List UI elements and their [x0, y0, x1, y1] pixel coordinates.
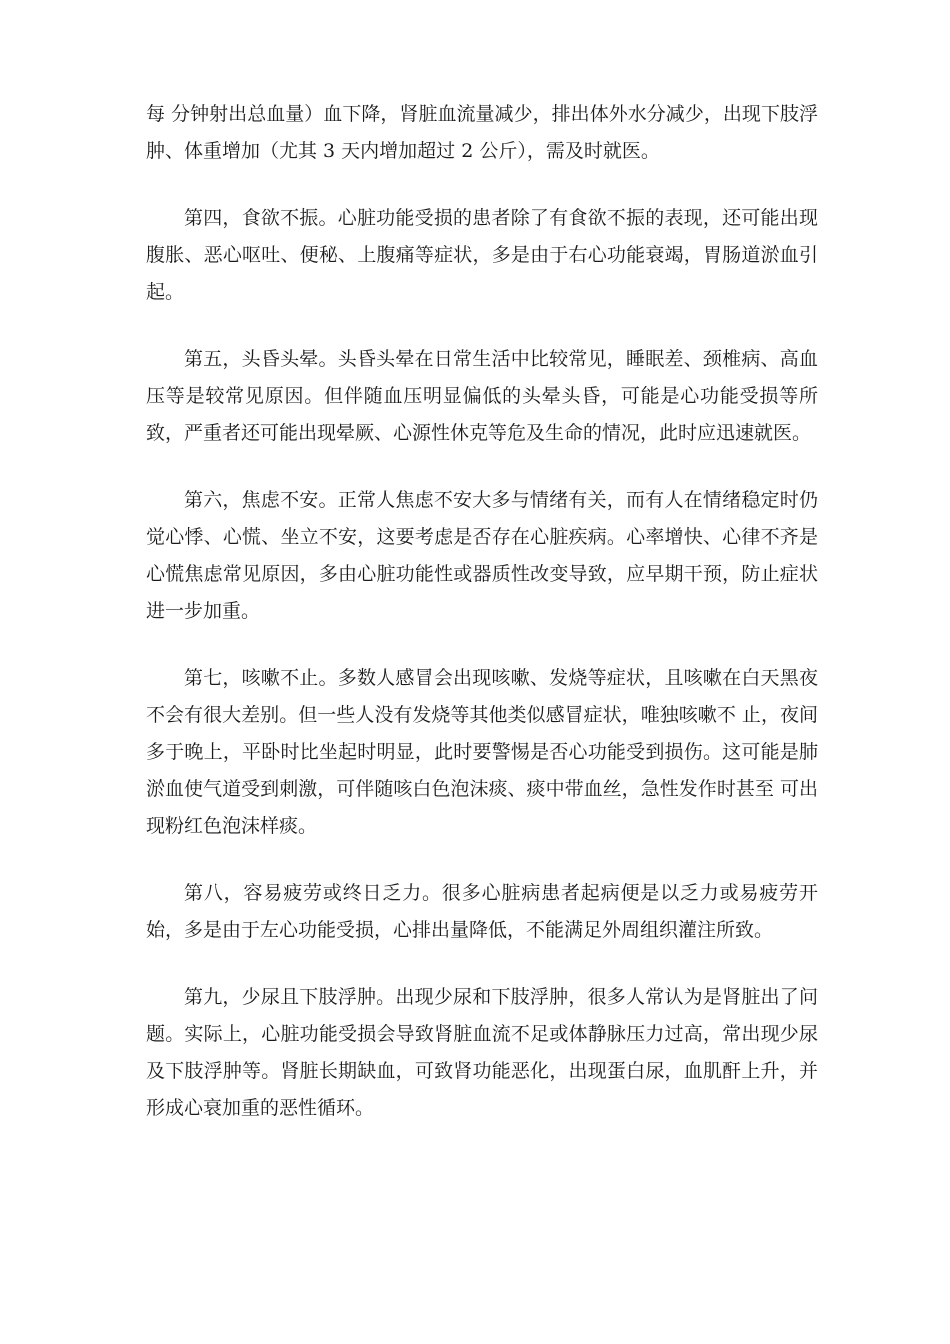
paragraph-eighth-fatigue: 第八，容易疲劳或终日乏力。很多心脏病患者起病便是以乏力或易疲劳开始，多是由于左心功能受损，心排出量降低，不能满足外周组织灌注所致。: [146, 882, 818, 941]
paragraph-seventh-cough: 第七，咳嗽不止。多数人感冒会出现咳嗽、发烧等症状，且咳嗽在白天黑夜不会有很大差别。但一些人没有发烧等其他类似感冒症状，唯独咳嗽不 止，夜间多于晚上，平卧时比坐起时明显，此时要警惕是否心功能受到损伤。这可能是肺淤血使气道受到刺激，可伴随咳白色泡沫痰、痰中带血丝，急性发作时甚至 可出现粉红色泡沫样痰。: [146, 667, 818, 837]
document-body: [146, 96, 818, 1127]
paragraph-fifth-dizziness: 第五，头昏头晕。头昏头晕在日常生活中比较常见，睡眠差、颈椎病、高血压等是较常见原因。但伴随血压明显偏低的头晕头昏，可能是心功能受损等所致，严重者还可能出现晕厥、心源性休克等危及生命的情况，此时应迅速就医。: [146, 348, 818, 444]
paragraph-continuation: 每 分钟射出总血量）血下降，肾脏血流量减少，排出体外水分减少，出现下肢浮肿、体重增加（尤其 3 天内增加超过 2 公斤），需及时就医。: [146, 103, 818, 162]
paragraph-ninth-oliguria: 第九，少尿且下肢浮肿。出现少尿和下肢浮肿，很多人常认为是肾脏出了问题。实际上，心脏功能受损会导致肾脏血流不足或体静脉压力过高，常出现少尿及下肢浮肿等。肾脏长期缺血，可致肾功能恶化，出现蛋白尿，血肌酐上升，并形成心衰加重的恶性循环。: [146, 986, 818, 1119]
paragraph-sixth-anxiety: 第六，焦虑不安。正常人焦虑不安大多与情绪有关，而有人在情绪稳定时仍觉心悸、心慌、坐立不安，这要考虑是否存在心脏疾病。心率增快、心律不齐是心慌焦虑常见原因，多由心脏功能性或器质性改变导致，应早期干预，防止症状进一步加重。: [146, 489, 818, 622]
paragraph-fourth-appetite: 第四，食欲不振。心脏功能受损的患者除了有食欲不振的表现，还可能出现腹胀、恶心呕吐、便秘、上腹痛等症状，多是由于右心功能衰竭，胃肠道淤血引起。: [146, 207, 818, 303]
